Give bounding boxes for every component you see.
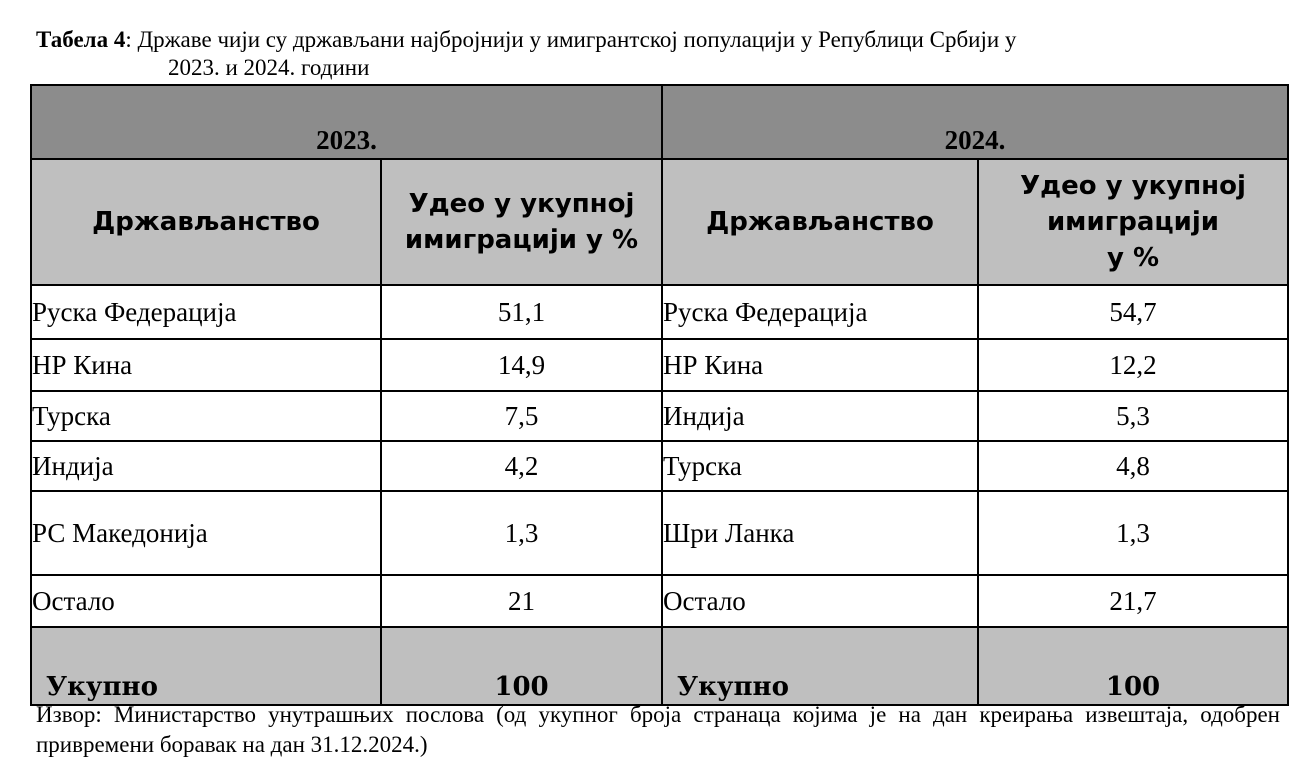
header-share-2024-line3: у % <box>1106 243 1160 273</box>
share-2024: 5,3 <box>978 391 1288 441</box>
total-label-2023: Укупно <box>31 627 381 705</box>
header-share-2023: Удео у укупној имиграцији у % <box>381 159 662 285</box>
country-2023: Индија <box>31 441 381 491</box>
total-row <box>31 627 1288 705</box>
country-2023: НР Кина <box>31 339 381 391</box>
country-2024: НР Кина <box>662 339 978 391</box>
caption-line-1 <box>36 26 1276 54</box>
total-label-2024: Укупно <box>662 627 978 705</box>
country-2023: Турска <box>31 391 381 441</box>
share-2023: 4,2 <box>381 441 662 491</box>
total-value-2023: 100 <box>381 627 662 705</box>
country-2023: РС Македонија <box>31 491 381 575</box>
share-2023: 7,5 <box>381 391 662 441</box>
total-value-2024: 100 <box>978 627 1288 705</box>
table-row <box>31 391 1288 441</box>
share-2024: 1,3 <box>978 491 1288 575</box>
share-2023: 14,9 <box>381 339 662 391</box>
source-note: Извор: Министарство унутрашњих послова (од укупног броја странаца којима је на дан креирања извештаја, одобрен привремени боравак на дан 31.12.2024.) <box>36 702 1280 757</box>
year-2024-header: 2024. <box>662 85 1288 159</box>
share-2023: 1,3 <box>381 491 662 575</box>
year-header-row <box>31 85 1288 159</box>
immigration-table <box>30 84 1289 706</box>
share-2024: 4,8 <box>978 441 1288 491</box>
caption-label: Табела 4 <box>36 27 126 52</box>
year-2023-header: 2023. <box>31 85 662 159</box>
header-share-2024 <box>978 159 1288 285</box>
table-caption <box>36 26 1276 82</box>
country-2024: Индија <box>662 391 978 441</box>
share-2023: 51,1 <box>381 285 662 339</box>
share-2024: 21,7 <box>978 575 1288 627</box>
share-2024: 12,2 <box>978 339 1288 391</box>
share-2023: 21 <box>381 575 662 627</box>
country-2024: Шри Ланка <box>662 491 978 575</box>
country-2024: Остало <box>662 575 978 627</box>
country-2024: Руска Федерација <box>662 285 978 339</box>
country-2023: Руска Федерација <box>31 285 381 339</box>
column-header-row <box>31 159 1288 285</box>
header-citizenship-2023: Држављанство <box>31 159 381 285</box>
country-2023: Остало <box>31 575 381 627</box>
caption-line-2: 2023. и 2024. години <box>168 55 370 80</box>
header-share-2024-line1: Удео у укупној <box>1020 171 1246 201</box>
header-citizenship-2024: Држављанство <box>662 159 978 285</box>
share-2024: 54,7 <box>978 285 1288 339</box>
header-share-2024-line2: имиграцији <box>1046 207 1220 237</box>
table-row <box>31 491 1288 575</box>
table-row <box>31 339 1288 391</box>
table-row <box>31 441 1288 491</box>
country-2024: Турска <box>662 441 978 491</box>
table-row <box>31 285 1288 339</box>
caption-text-1: : Државе чији су држављани најбројнији у имигрантској популацији у Републици Србији у <box>125 27 1017 52</box>
table-row <box>31 575 1288 627</box>
